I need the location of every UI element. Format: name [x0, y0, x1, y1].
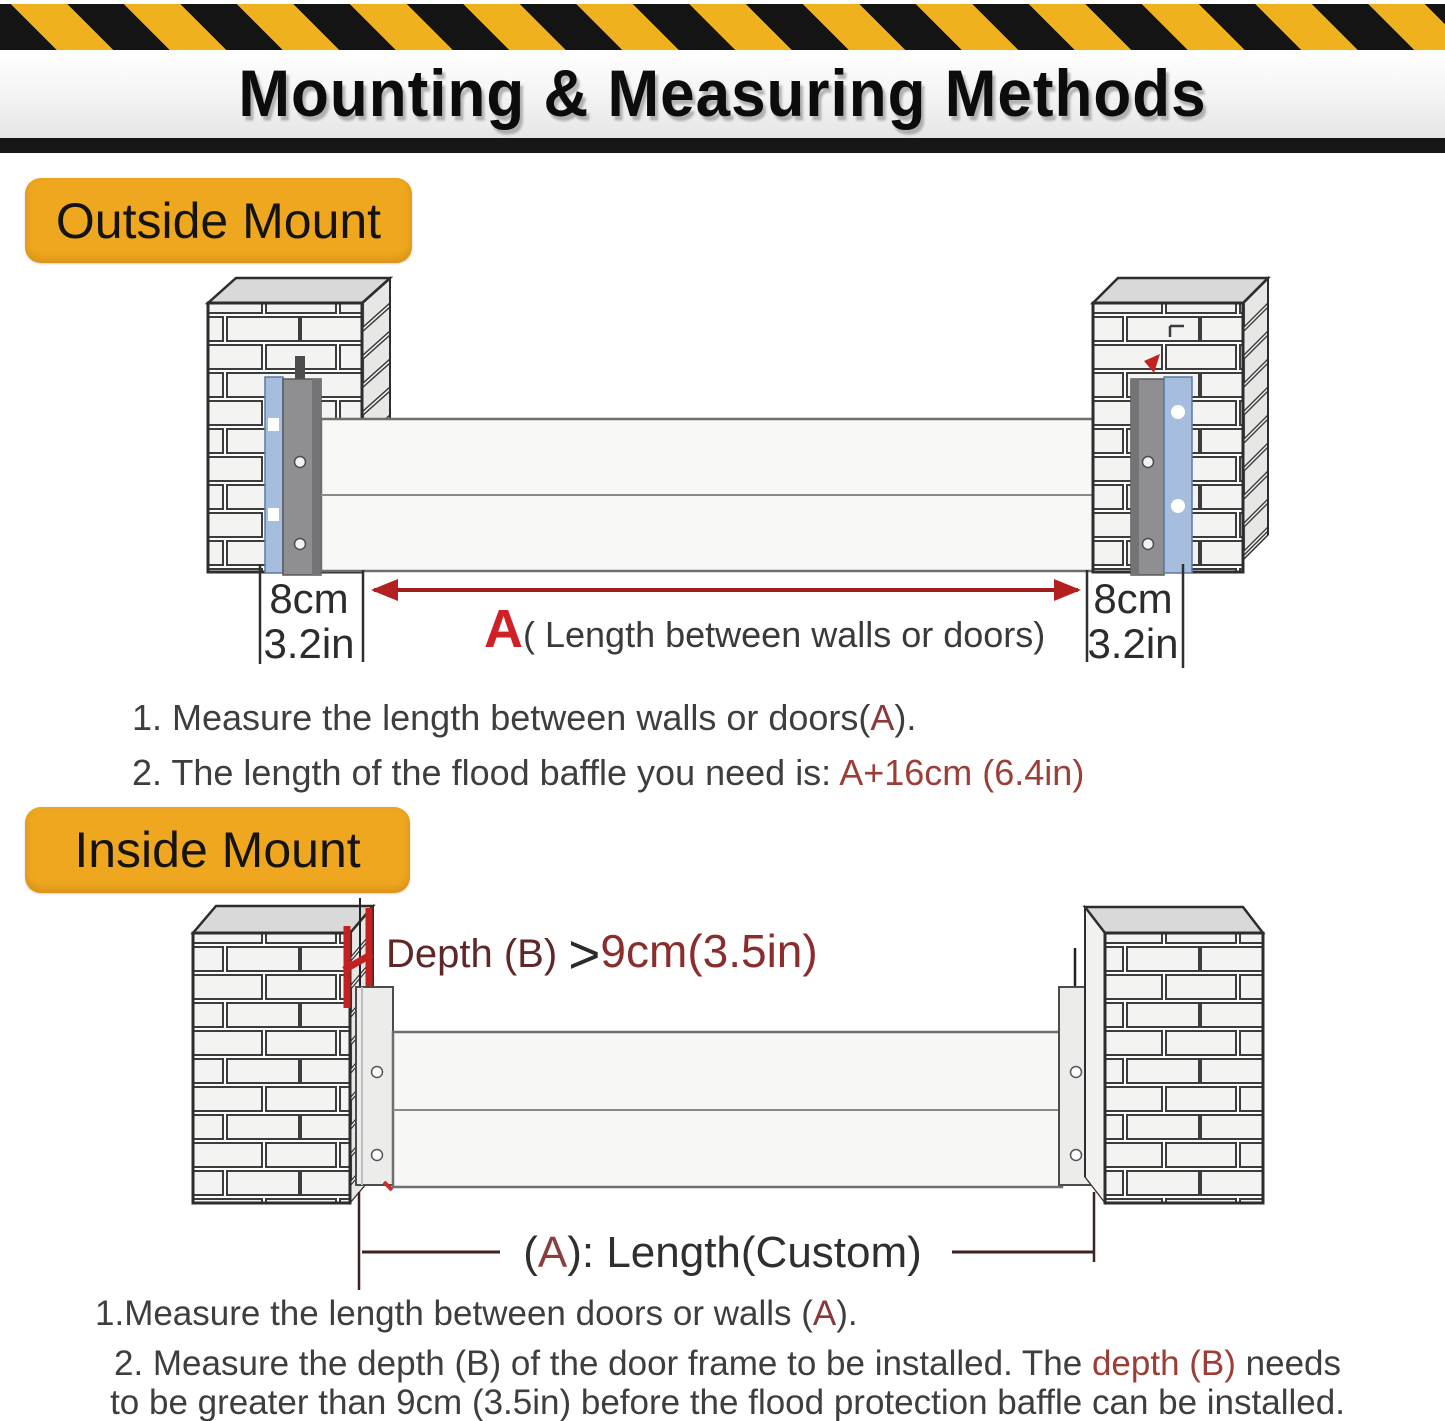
- depth-label-text: Depth (B): [386, 932, 569, 976]
- screw-hole: [295, 457, 306, 468]
- pillar-right-inside: [1085, 907, 1263, 1203]
- screw-hole: [372, 1067, 383, 1078]
- gap-in: 3.2in: [263, 620, 355, 667]
- step-highlight: depth (B): [1091, 1344, 1236, 1383]
- greater-than-sign: >: [568, 923, 601, 985]
- bracket-shade: [1131, 379, 1139, 575]
- page-title: Mounting & Measuring Methods: [238, 57, 1207, 131]
- screw-hole: [1143, 539, 1154, 550]
- left-gap-dimension: [253, 576, 365, 666]
- title-band: [0, 50, 1445, 138]
- step-letter-a: A: [870, 697, 895, 738]
- length-label-text: ): Length(Custom): [567, 1228, 922, 1277]
- rail-notch: [268, 418, 279, 431]
- screw-hole: [295, 539, 306, 550]
- flood-barrier-outside: [321, 419, 1132, 571]
- dimension-letter-a: A: [537, 1228, 568, 1277]
- gap-cm: 8cm: [1093, 575, 1173, 622]
- step-text: ).: [836, 1294, 858, 1333]
- inside-mount-badge: Inside Mount: [25, 807, 410, 893]
- mount-channel-right-outside: [1131, 354, 1192, 575]
- rail-notch: [1171, 405, 1185, 419]
- header-divider-bar: [0, 138, 1445, 153]
- outside-step-2: [132, 752, 1084, 794]
- depth-value: 9cm(3.5in): [600, 925, 818, 977]
- step-formula: A+16cm (6.4in): [839, 752, 1085, 793]
- step-text: 1. Measure the length between walls or doors(: [132, 697, 871, 738]
- length-dimension-label: [0, 1228, 1445, 1278]
- gap-cm: 8cm: [269, 575, 349, 622]
- rail-notch: [1171, 499, 1185, 513]
- seal-rail-left: [265, 377, 283, 573]
- step-text: 2. Measure the depth (B) of the door frame to be installed. The: [113, 1344, 1092, 1383]
- dimension-letter-a: A: [484, 599, 523, 659]
- step-text: to be greater than 9cm (3.5in) before the flood protection baffle can be installed.: [110, 1383, 1345, 1421]
- right-gap-dimension: [1081, 576, 1185, 666]
- step-text: 1.Measure the length between doors or walls (: [95, 1294, 813, 1333]
- screw-hole: [372, 1150, 383, 1161]
- span-dimension-label: [484, 598, 1045, 660]
- mount-channel-left-outside: [265, 356, 321, 575]
- outside-mount-badge: Outside Mount: [25, 178, 412, 263]
- inside-step-2: [25, 1344, 1430, 1421]
- bracket-shade: [312, 379, 321, 575]
- hazard-stripe-banner: [0, 4, 1445, 52]
- paren-open: (: [523, 1228, 538, 1277]
- rail-notch: [268, 508, 279, 521]
- screw-hole: [1071, 1150, 1082, 1161]
- flood-barrier-inside: [393, 1032, 1062, 1187]
- arrowhead-left-icon: [371, 579, 398, 601]
- screw-hole: [1143, 457, 1154, 468]
- screw-hole: [1071, 1067, 1082, 1078]
- arrowhead-right-icon: [1054, 579, 1081, 601]
- step-text: needs: [1235, 1344, 1342, 1383]
- outside-step-1: [132, 697, 916, 739]
- inside-step-1: [95, 1294, 858, 1334]
- step-letter-a: A: [812, 1294, 837, 1333]
- span-dimension-text: ( Length between walls or doors): [523, 614, 1046, 655]
- step-text: ).: [894, 697, 917, 738]
- gap-in: 3.2in: [1087, 620, 1179, 667]
- step-text: 2. The length of the flood baffle you need is:: [132, 752, 840, 793]
- mount-bracket-left-inside: [356, 987, 393, 1190]
- depth-requirement-label: [386, 922, 818, 986]
